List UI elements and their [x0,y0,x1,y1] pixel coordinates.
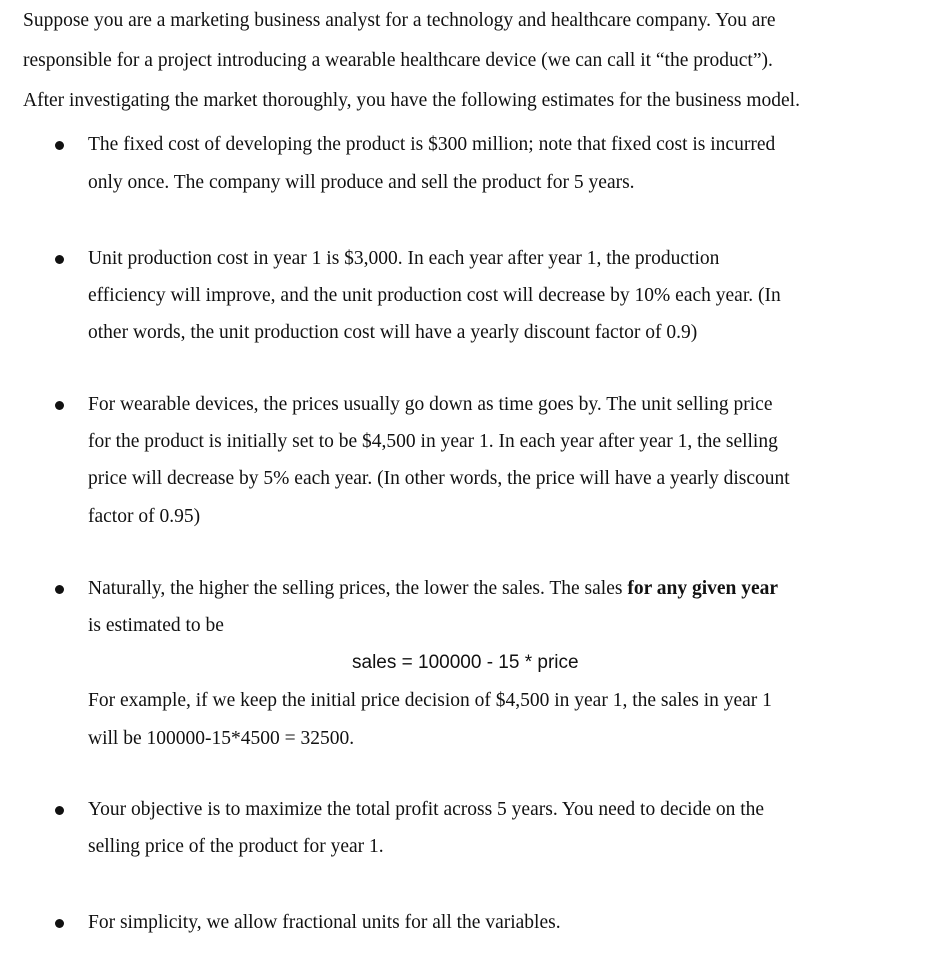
intro-line-1: Suppose you are a marketing business analyst for a technology and healthcare company. You are [23,10,776,31]
sales-line-text: Naturally, the higher the selling prices, the lower the sales. The sales [88,578,628,599]
list-item-line: for the product is initially set to be $4,500 in year 1. In each year after year 1, the selling [88,431,778,452]
list-item-line: Your objective is to maximize the total profit across 5 years. You need to decide on the [88,799,765,820]
list-item-line: For wearable devices, the prices usually go down as time goes by. The unit selling price [88,394,773,415]
list-item-line: For simplicity, we allow fractional units for all the variables. [88,912,561,933]
intro-line-3: After investigating the market thoroughly, you have the following estimates for the business model. [23,90,800,111]
bullet-icon [55,255,64,264]
list-item-line: Unit production cost in year 1 is $3,000. In each year after year 1, the production [88,248,720,269]
list-item-line: selling price of the product for year 1. [88,836,384,857]
list-item-line: will be 100000-15*4500 = 32500. [88,728,355,749]
list-item-line: factor of 0.95) [88,506,201,527]
bullet-icon [55,401,64,410]
list-item-line: is estimated to be [88,615,224,636]
list-item-line: For example, if we keep the initial price decision of $4,500 in year 1, the sales in year 1 [88,690,772,711]
list-item-line: price will decrease by 5% each year. (In other words, the price will have a yearly discount [88,468,790,489]
bullet-icon [55,806,64,815]
emphasis-text: for any given year [627,578,779,599]
list-item-line: efficiency will improve, and the unit production cost will decrease by 10% each year. (In [88,285,781,306]
bullet-icon [55,585,64,594]
intro-line-2: responsible for a project introducing a wearable healthcare device (we can call it “the product”). [23,50,773,71]
list-item-line: other words, the unit production cost will have a yearly discount factor of 0.9) [88,322,698,343]
bullet-icon [55,141,64,150]
sales-formula: sales = 100000 - 15 * price [352,652,579,673]
list-item-line [88,577,778,601]
bullet-icon [55,919,64,928]
list-item-line: only once. The company will produce and sell the product for 5 years. [88,172,635,193]
list-item-line: The fixed cost of developing the product is $300 million; note that fixed cost is incurred [88,134,776,155]
